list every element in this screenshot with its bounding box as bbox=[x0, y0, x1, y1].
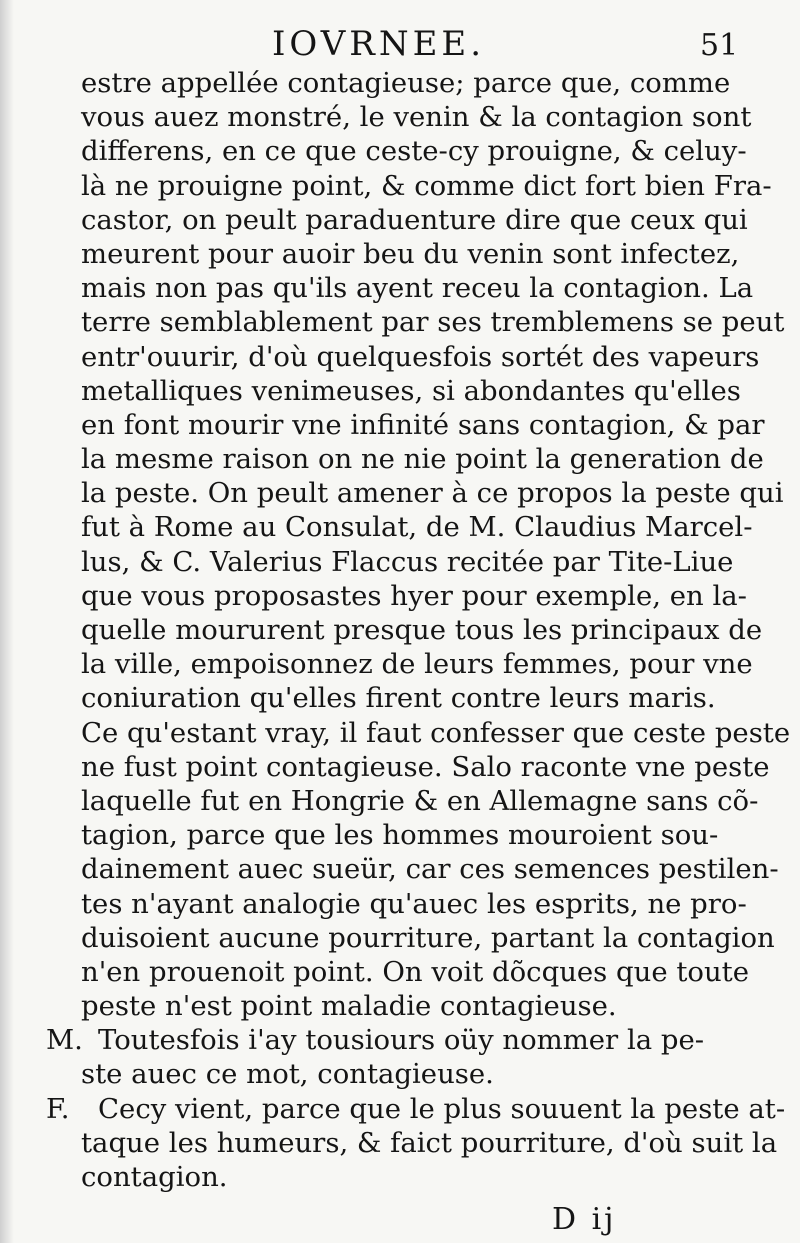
text-line: ste auec ce mot, contagieuse. bbox=[81, 1058, 494, 1091]
text-line: que vous proposastes hyer pour exemple, en la- bbox=[81, 579, 747, 612]
text-line: castor, on peult paraduenture dire que ceux qui bbox=[81, 203, 748, 236]
page-number: 51 bbox=[700, 28, 739, 63]
running-head bbox=[0, 14, 800, 70]
text-line: duisoient aucune pourriture, partant la contagion bbox=[81, 921, 775, 954]
text-line: metalliques venimeuses, si abondantes qu'elles bbox=[81, 374, 741, 407]
dialogue-line-m bbox=[46, 1023, 746, 1057]
text-line: la mesme raison on ne nie point la generation de bbox=[81, 443, 764, 476]
speaker-label-f: F. bbox=[46, 1092, 70, 1125]
dialogue-text: Cecy vient, parce que le plus souuent la peste at- bbox=[98, 1092, 786, 1125]
dialogue-line-f bbox=[46, 1092, 786, 1126]
text-line: entr'ouurir, d'où quelquesfois sortét des vapeurs bbox=[81, 340, 760, 373]
text-line: dainement auec sueür, car ces semences pestilen- bbox=[81, 853, 779, 886]
speaker-label-m: M. bbox=[46, 1024, 83, 1057]
text-line: n'en prouenoit point. On voit dõcques que toute bbox=[81, 955, 750, 988]
text-line: lus, & C. Valerius Flaccus recitée par Tite-Liue bbox=[81, 545, 734, 578]
text-line: la ville, empoisonnez de leurs femmes, pour vne bbox=[81, 648, 753, 681]
text-line: là ne prouigne point, & comme dict fort bien Fra- bbox=[81, 169, 772, 202]
text-line: ne fust point contagieuse. Salo raconte vne peste bbox=[81, 750, 770, 783]
text-line: quelle moururent presque tous les principaux de bbox=[81, 614, 763, 646]
text-line: tagion, parce que les hommes mouroient sou- bbox=[81, 819, 719, 852]
text-line: mais non pas qu'ils ayent receu la contagion. La bbox=[81, 272, 754, 305]
text-line: meurent pour auoir beu du venin sont infectez, bbox=[81, 237, 740, 270]
body-text bbox=[46, 66, 791, 1194]
text-line: contagion. bbox=[81, 1161, 228, 1193]
dialogue-text: Toutesfois i'ay tousiours oüy nommer la pe- bbox=[98, 1024, 705, 1057]
text-line: laquelle fut en Hongrie & en Allemagne sans cõ- bbox=[81, 784, 759, 817]
text-line: en font mourir vne infinité sans contagion, & par bbox=[81, 408, 765, 441]
text-line: taque les humeurs, & faict pourriture, d'où suit la bbox=[81, 1126, 778, 1159]
text-line: coniuration qu'elles firent contre leurs maris. bbox=[81, 682, 716, 715]
signature-mark: D ij bbox=[552, 1202, 617, 1237]
text-line: peste n'est point maladie contagieuse. bbox=[81, 990, 617, 1023]
running-title: IOVRNEE. bbox=[272, 24, 486, 64]
text-line: fut à Rome au Consulat, de M. Claudius Marcel- bbox=[81, 511, 753, 544]
text-line: tes n'ayant analogie qu'auec les esprits, ne pro- bbox=[81, 887, 747, 920]
text-line: terre semblablement par ses tremblemens se peut bbox=[81, 306, 785, 339]
text-line: vous auez monstré, le venin & la contagion sont bbox=[81, 101, 752, 134]
text-line: Ce qu'estant vray, il faut confesser que ceste peste bbox=[81, 716, 791, 749]
text-line: la peste. On peult amener à ce propos la peste qui bbox=[81, 477, 784, 510]
page-gutter-shadow bbox=[0, 0, 14, 1243]
text-line: estre appellée contagieuse; parce que, comme bbox=[81, 67, 731, 99]
text-line: differens, en ce que ceste-cy prouigne, & celuy- bbox=[81, 135, 747, 168]
